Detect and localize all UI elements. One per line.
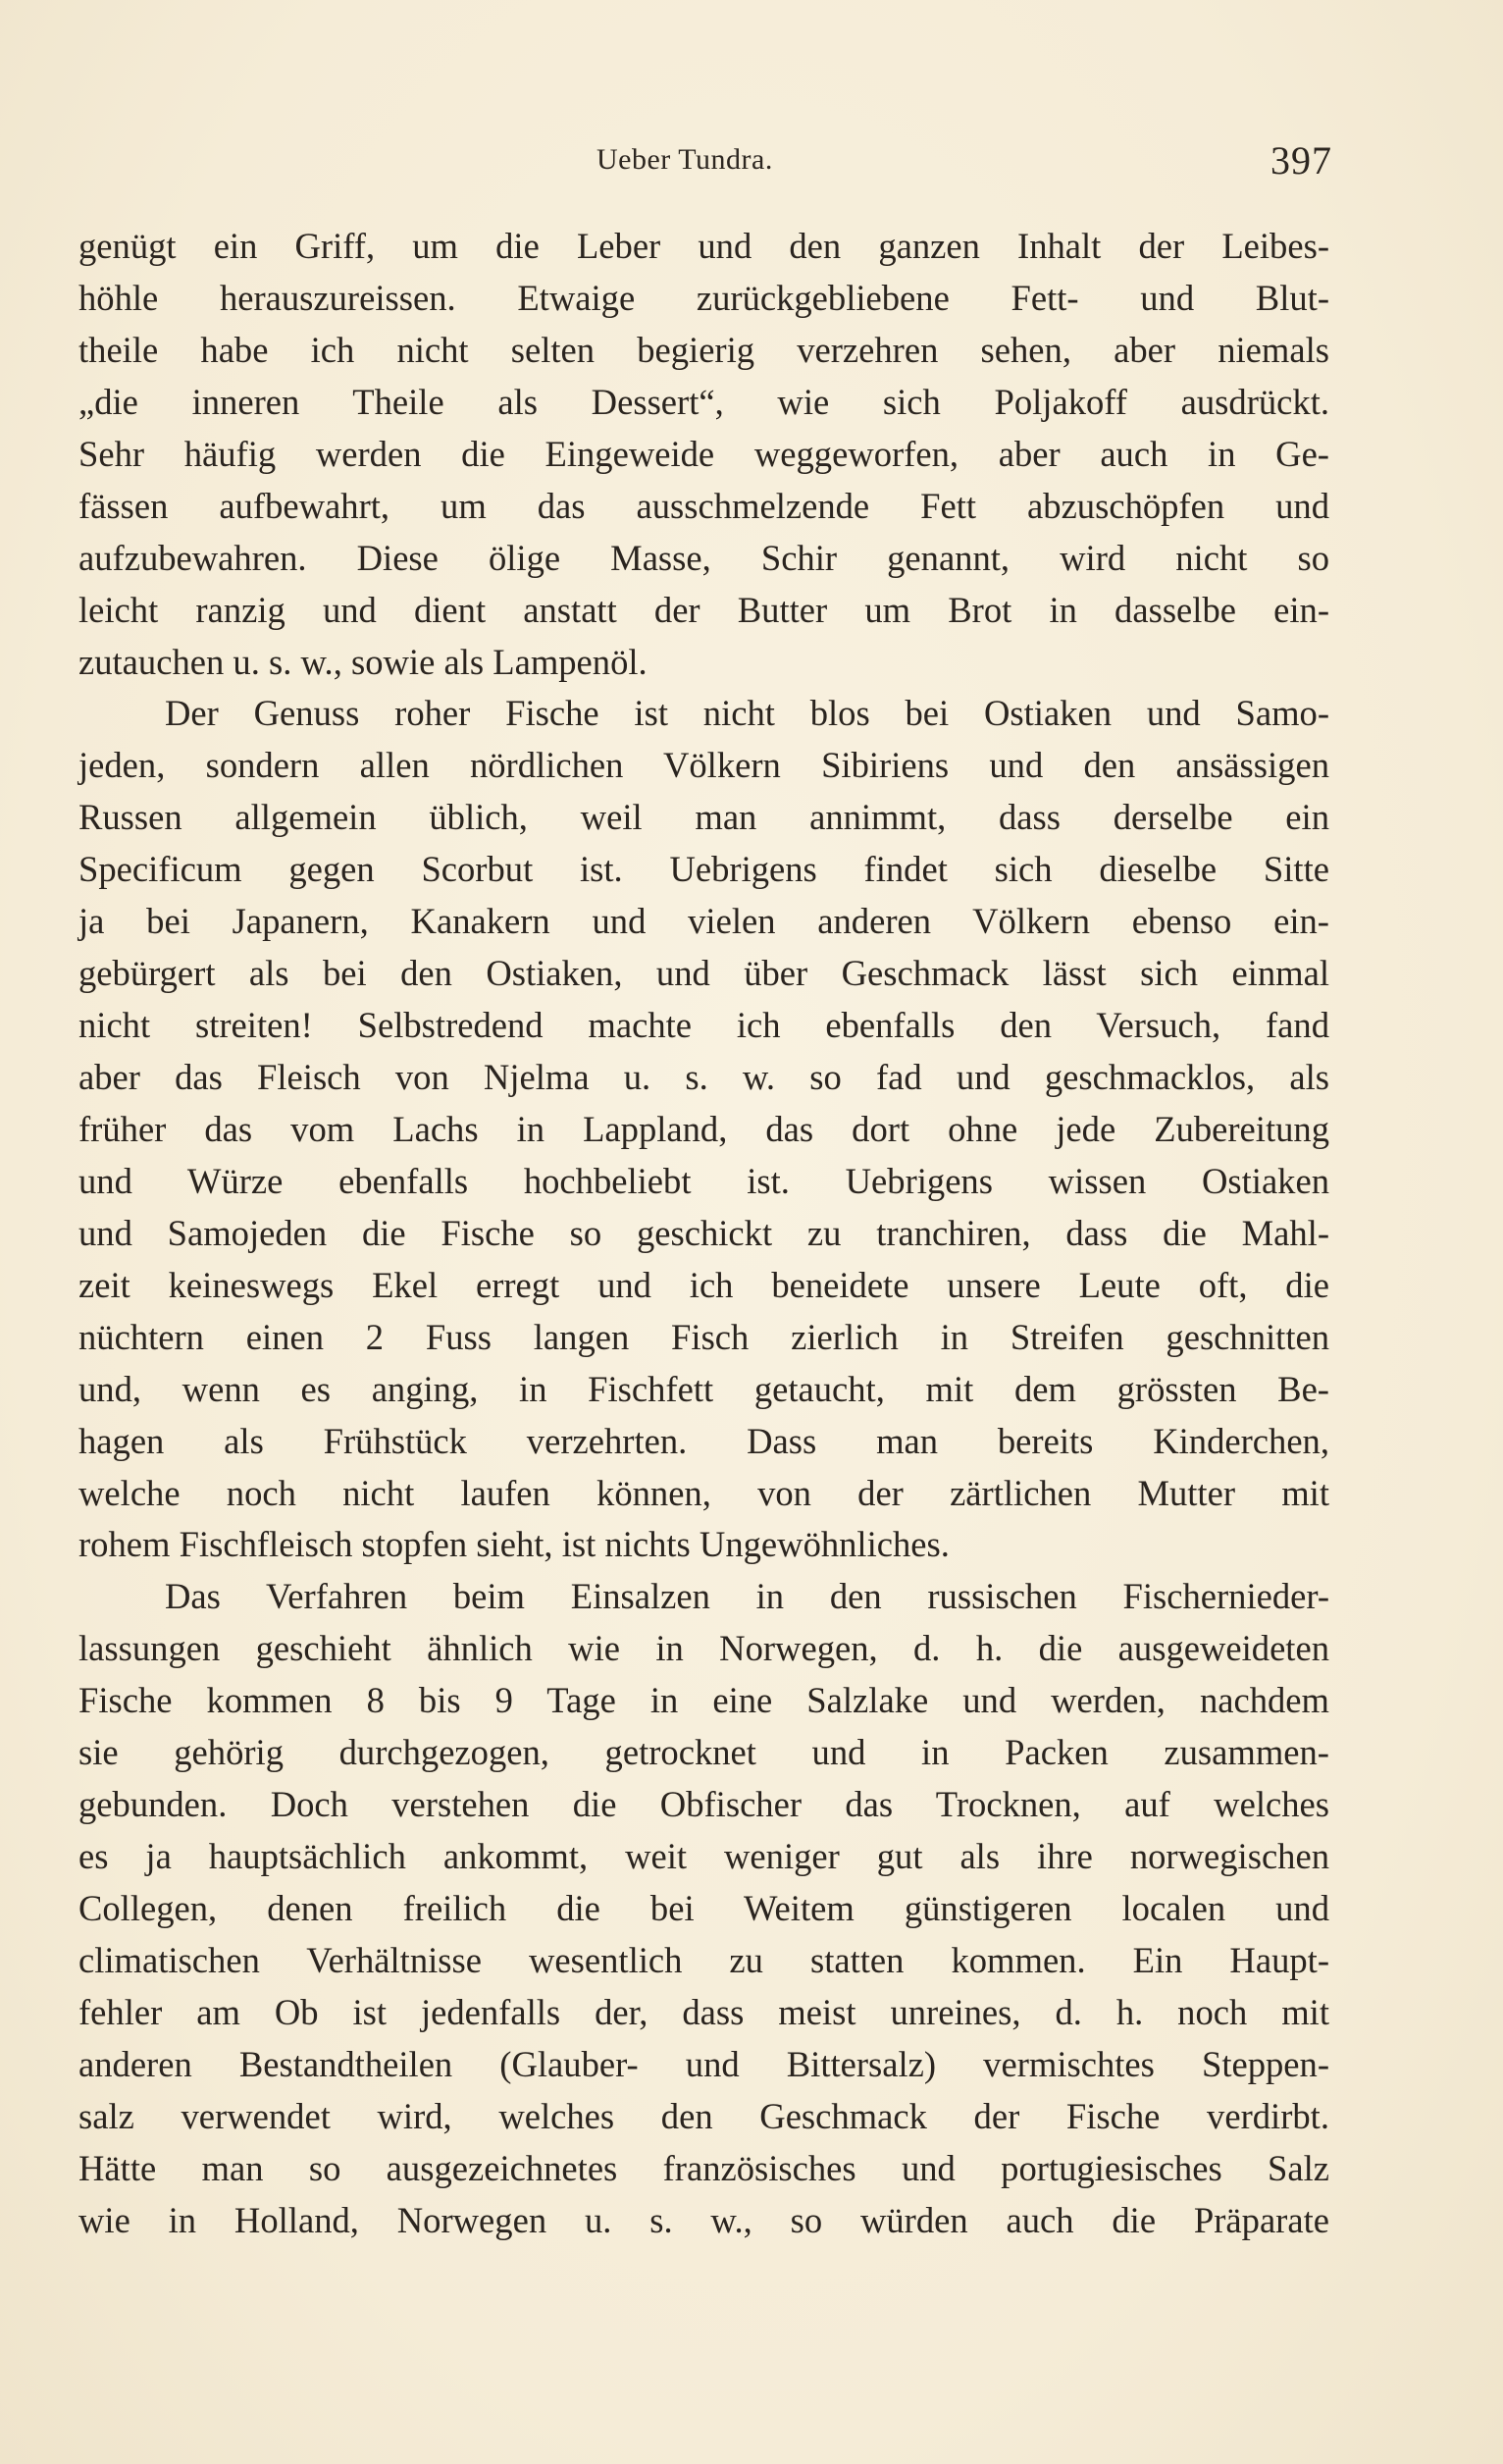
text-line: nüchtern einen 2 Fuss langen Fisch zierlich in Streifen geschnitten — [78, 1316, 1329, 1357]
text-line: nicht streiten! Selbstredend machte ich ebenfalls den Versuch, fand — [78, 1005, 1329, 1046]
text-line: und, wenn es anging, in Fischfett getaucht, mit dem grössten Be- — [78, 1368, 1329, 1409]
text-line: Das Verfahren beim Einsalzen in den russischen Fischernieder- — [165, 1576, 1329, 1617]
text-line: leicht ranzig und dient anstatt der Butter um Brot in dasselbe ein- — [78, 589, 1329, 630]
text-line: gebunden. Doch verstehen die Obfischer das Trocknen, auf welches — [78, 1784, 1329, 1825]
running-title: Ueber Tundra. — [596, 143, 773, 176]
text-line: gebürgert als bei den Ostiaken, und über Geschmack lässt sich einmal — [78, 953, 1329, 994]
text-line: salz verwendet wird, welches den Geschmack der Fische verdirbt. — [78, 2095, 1329, 2136]
text-line: Hätte man so ausgezeichnetes französisches und portugiesisches Salz — [78, 2147, 1329, 2188]
page-number: 397 — [1270, 138, 1332, 183]
text-line: anderen Bestandtheilen (Glauber- und Bittersalz) vermischtes Steppen- — [78, 2043, 1329, 2084]
text-line: Specificum gegen Scorbut ist. Uebrigens findet sich dieselbe Sitte — [78, 849, 1329, 890]
text-line: lassungen geschieht ähnlich wie in Norwegen, d. h. die ausgeweideten — [78, 1628, 1329, 1669]
text-line: Russen allgemein üblich, weil man annimmt, dass derselbe ein — [78, 797, 1329, 838]
text-line: fehler am Ob ist jedenfalls der, dass meist unreines, d. h. noch mit — [78, 1991, 1329, 2032]
text-line: hagen als Frühstück verzehrten. Dass man bereits Kinderchen, — [78, 1420, 1329, 1461]
text-line: und Samojeden die Fische so geschickt zu tranchiren, dass die Mahl- — [78, 1212, 1329, 1253]
text-line: Der Genuss roher Fische ist nicht blos bei Ostiaken und Samo- — [165, 693, 1329, 734]
running-head — [78, 137, 1332, 188]
text-line: theile habe ich nicht selten begierig verzehren sehen, aber niemals — [78, 329, 1329, 370]
text-line: welche noch nicht laufen können, von der zärtlichen Mutter mit — [78, 1472, 1329, 1513]
text-line: Collegen, denen freilich die bei Weitem günstigeren localen und — [78, 1888, 1329, 1928]
text-line: und Würze ebenfalls hochbeliebt ist. Uebrigens wissen Ostiaken — [78, 1160, 1329, 1201]
text-line: Fische kommen 8 bis 9 Tage in eine Salzlake und werden, nachdem — [78, 1680, 1329, 1721]
text-line: zeit keineswegs Ekel erregt und ich beneidete unsere Leute oft, die — [78, 1264, 1329, 1305]
text-line: ja bei Japanern, Kanakern und vielen anderen Völkern ebenso ein- — [78, 901, 1329, 942]
text-line: sie gehörig durchgezogen, getrocknet und in Packen zusammen- — [78, 1732, 1329, 1773]
text-line: früher das vom Lachs in Lappland, das dort ohne jede Zubereitung — [78, 1108, 1329, 1149]
text-line: „die inneren Theile als Dessert“, wie sich Poljakoff ausdrückt. — [78, 381, 1329, 422]
text-line: aufzubewahren. Diese ölige Masse, Schir genannt, wird nicht so — [78, 537, 1329, 578]
body-text — [78, 221, 1329, 2247]
text-line: jeden, sondern allen nördlichen Völkern Sibiriens und den ansässigen — [78, 745, 1329, 786]
text-line: höhle herauszureissen. Etwaige zurückgebliebene Fett- und Blut- — [78, 277, 1329, 318]
text-line: Sehr häufig werden die Eingeweide weggeworfen, aber auch in Ge- — [78, 433, 1329, 474]
text-line: fässen aufbewahrt, um das ausschmelzende Fett abzuschöpfen und — [78, 485, 1329, 526]
text-line: es ja hauptsächlich ankommt, weit weniger gut als ihre norwegischen — [78, 1836, 1329, 1877]
text-line: climatischen Verhältnisse wesentlich zu statten kommen. Ein Haupt- — [78, 1939, 1329, 1980]
text-line: genügt ein Griff, um die Leber und den ganzen Inhalt der Leibes- — [78, 226, 1329, 266]
text-line: aber das Fleisch von Njelma u. s. w. so fad und geschmacklos, als — [78, 1057, 1329, 1097]
text-line: zutauchen u. s. w., sowie als Lampenöl. — [78, 641, 648, 682]
text-line: rohem Fischfleisch stopfen sieht, ist nichts Ungewöhnliches. — [78, 1524, 950, 1565]
text-line: wie in Holland, Norwegen u. s. w., so würden auch die Präparate — [78, 2199, 1329, 2240]
